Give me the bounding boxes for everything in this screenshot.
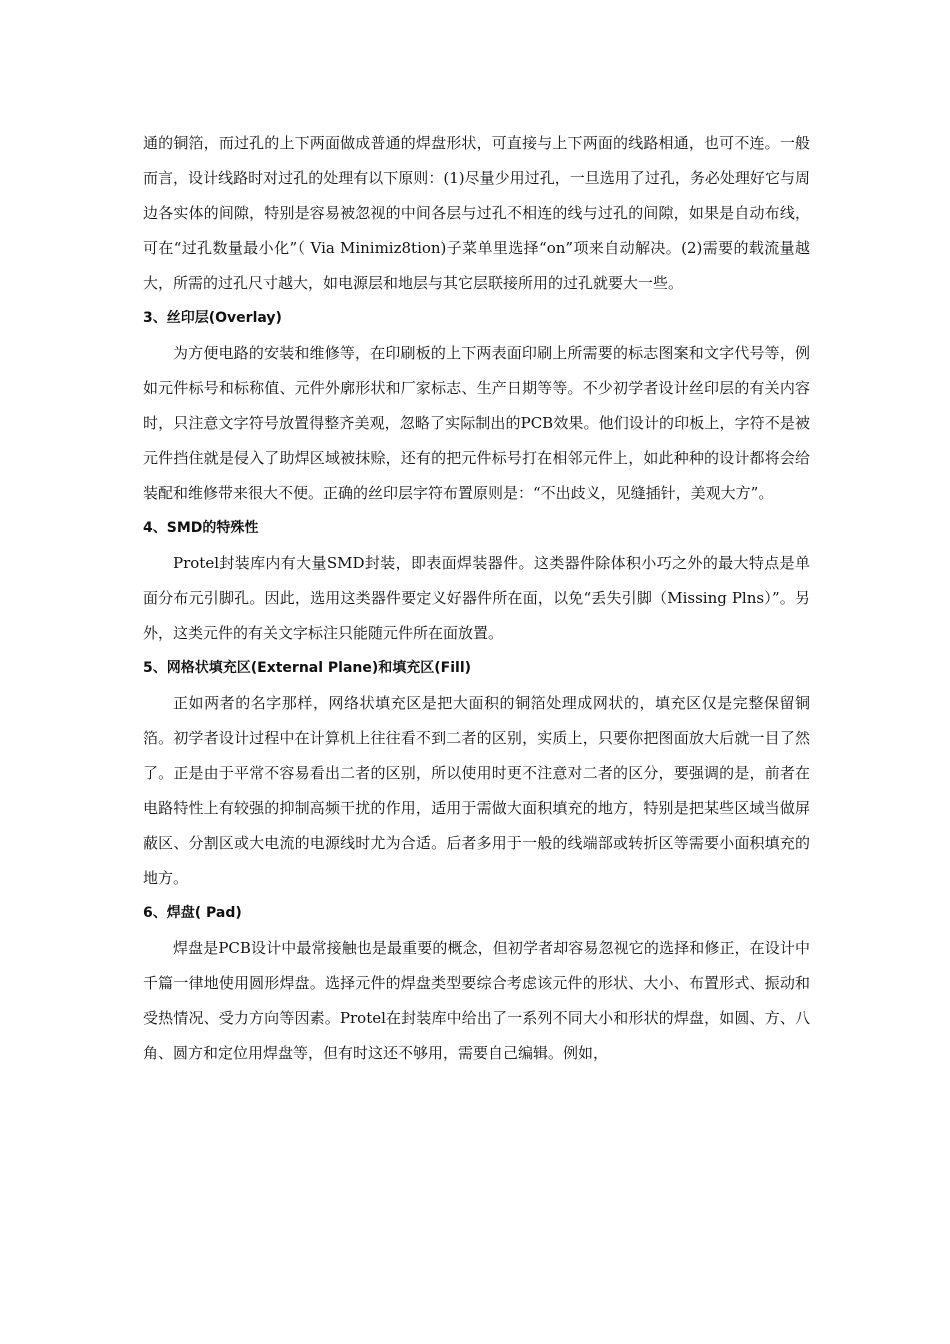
document-page bbox=[143, 126, 810, 1071]
intro-paragraph: 通的铜箔，而过孔的上下两面做成普通的焊盘形状，可直接与上下两面的线路相通，也可不连。一般而言，设计线路时对过孔的处理有以下原则：(1)尽量少用过孔，一旦选用了过孔，务必处理好它与周边各实体的间隙，特别是容易被忽视的中间各层与过孔不相连的线与过孔的间隙，如果是自动布线，可在“过孔数量最小化”（ Via Minimiz8tion)子菜单里选择“on”项来自动解决。(2)需要的载流量越大，所需的过孔尺寸越大，如电源层和地层与其它层联接所用的过孔就要大一些。 bbox=[143, 134, 810, 292]
section-paragraph-overlay: 为方便电路的安装和维修等，在印刷板的上下两表面印刷上所需要的标志图案和文字代号等，例如元件标号和标称值、元件外廓形状和厂家标志、生产日期等等。不少初学者设计丝印层的有关内容时，只注意文字符号放置得整齐美观，忽略了实际制出的PCB效果。他们设计的印板上，字符不是被元件挡住就是侵入了助焊区域被抹赊，还有的把元件标号打在相邻元件上，如此种种的设计都将会给装配和维修带来很大不便。正确的丝印层字符布置原则是：“不出歧义，见缝插针，美观大方”。 bbox=[143, 344, 810, 502]
section-heading-pad: 6、焊盘( Pad) bbox=[143, 905, 242, 921]
section-heading-fill: 5、网格状填充区(External Plane)和填充区(Fill) bbox=[143, 660, 472, 676]
section-paragraph-smd: Protel封装库内有大量SMD封装，即表面焊装器件。这类器件除体积小巧之外的最大特点是单面分布元引脚孔。因此，选用这类器件要定义好器件所在面，以免“丢失引脚（Missing Plns）”。另外，这类元件的有关文字标注只能随元件所在面放置。 bbox=[143, 554, 810, 642]
section-heading-overlay: 3、丝印层(Overlay) bbox=[143, 310, 282, 326]
section-heading-smd: 4、SMD的特殊性 bbox=[143, 520, 259, 536]
section-paragraph-pad: 焊盘是PCB设计中最常接触也是最重要的概念，但初学者却容易忽视它的选择和修正，在设计中千篇一律地使用圆形焊盘。选择元件的焊盘类型要综合考虑该元件的形状、大小、布置形式、振动和受热情况、受力方向等因素。Protel在封装库中给出了一系列不同大小和形状的焊盘，如圆、方、八角、圆方和定位用焊盘等，但有时这还不够用，需要自己编辑。例如， bbox=[143, 939, 810, 1062]
section-paragraph-fill: 正如两者的名字那样，网络状填充区是把大面积的铜箔处理成网状的，填充区仅是完整保留铜箔。初学者设计过程中在计算机上往往看不到二者的区别，实质上，只要你把图面放大后就一目了然了。正是由于平常不容易看出二者的区别，所以使用时更不注意对二者的区分，要强调的是，前者在电路特性上有较强的抑制高频干扰的作用，适用于需做大面积填充的地方，特别是把某些区域当做屏蔽区、分割区或大电流的电源线时尤为合适。后者多用于一般的线端部或转折区等需要小面积填充的地方。 bbox=[143, 694, 810, 887]
